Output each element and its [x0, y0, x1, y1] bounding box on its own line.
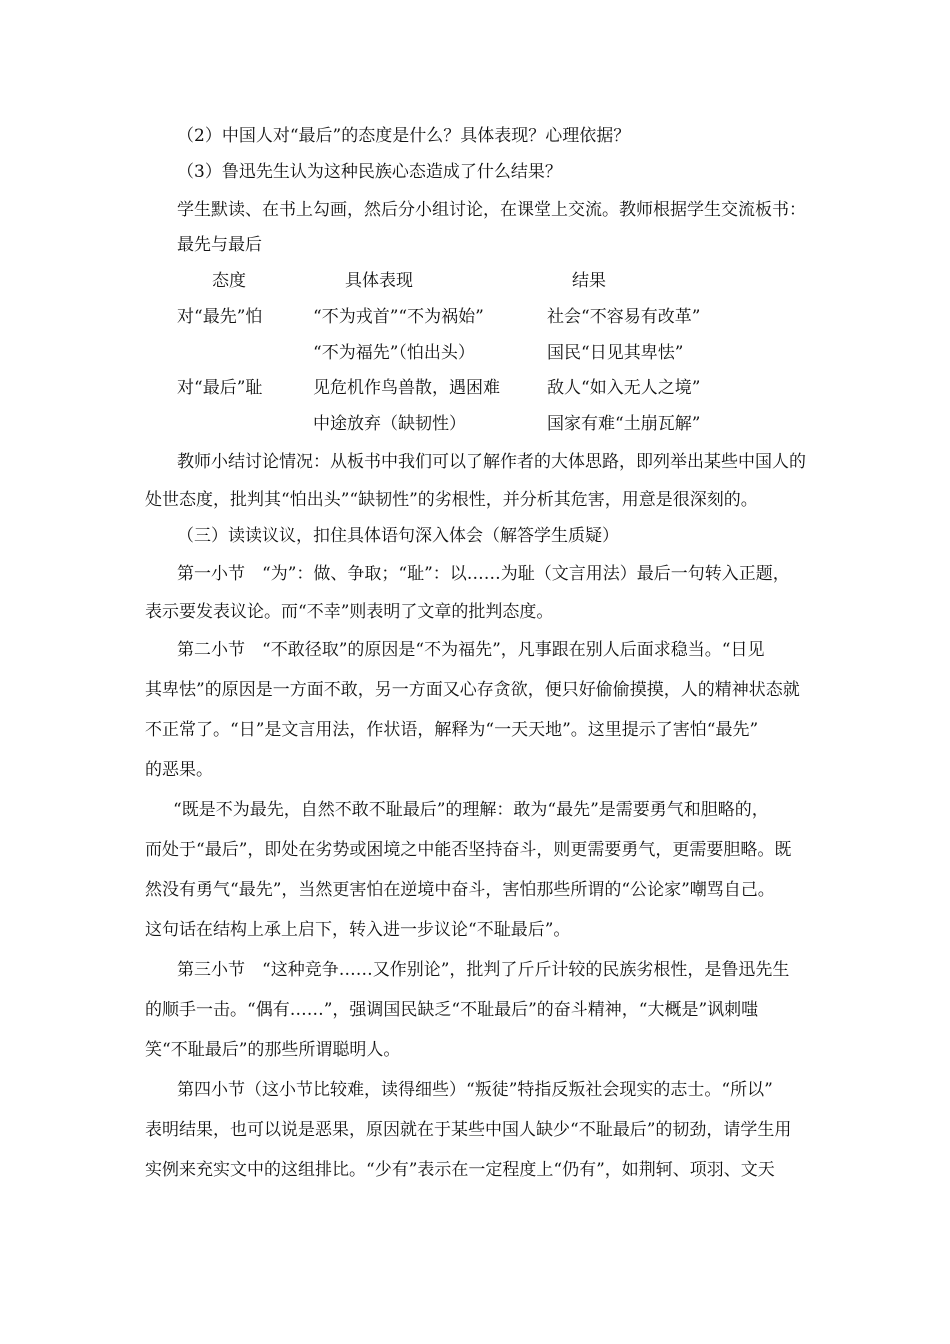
- para5-line-3: 实例来充实文中的这组排比。“少有”表示在一定程度上“仍有”，如荆轲、项羽、文天: [145, 1160, 775, 1180]
- intro-paragraph: 学生默读、在书上勾画，然后分小组讨论，在课堂上交流。教师根据学生交流板书：: [177, 200, 806, 220]
- summary-line-1: 教师小结讨论情况：从板书中我们可以了解作者的大体思路，即列举出某些中国人的: [177, 452, 806, 472]
- para4-line-2: 的顺手一击。“偶有……”，强调国民缺乏“不耻最后”的奋斗精神，“大概是”讽刺嗤: [145, 1000, 759, 1020]
- question-3: （3）鲁迅先生认为这种民族心态造成了什么结果？: [177, 162, 562, 182]
- para2-line-2: 其卑怯”的原因是一方面不敢，另一方面又心存贪欲，便只好偷偷摸摸，人的精神状态就: [145, 680, 800, 700]
- board-row-3-result: 敌人“如入无人之境”: [547, 378, 701, 398]
- para1-line-2: 表示要发表议论。而“不幸”则表明了文章的批判态度。: [145, 602, 554, 622]
- board-row-4-result: 国家有难“土崩瓦解”: [547, 414, 701, 434]
- para4-line-1: 第三小节 “这种竞争……又作别论”，批判了斤斤计较的民族劣根性，是鲁迅先生: [177, 960, 790, 980]
- para2-line-4: 的恶果。: [145, 760, 213, 780]
- para2-line-3: 不正常了。“日”是文言用法，作状语，解释为“一天天地”。这里提示了害怕“最先”: [145, 720, 759, 740]
- board-row-3-performance: 见危机作鸟兽散，遇困难: [313, 378, 500, 398]
- para2-line-1: 第二小节 “不敢径取”的原因是“不为福先”，凡事跟在别人后面求稳当。“日见: [177, 640, 765, 660]
- board-header-performance: 具体表现: [345, 271, 413, 291]
- para3-line-3: 然没有勇气“最先”，当然更害怕在逆境中奋斗，害怕那些所谓的“公论家”嘲骂自己。: [145, 880, 775, 900]
- board-header-result: 结果: [572, 271, 606, 291]
- para3-line-2: 而处于“最后”，即处在劣势或困境之中能否坚持奋斗，则更需要勇气，更需要胆略。既: [145, 840, 792, 860]
- board-row-4-performance: 中途放弃（缺韧性）: [313, 414, 466, 434]
- para4-line-3: 笑“不耻最后”的那些所谓聪明人。: [145, 1040, 401, 1060]
- board-row-2-performance: “不为福先”（怕出头）: [313, 343, 475, 363]
- para3-line-4: 这句话在结构上承上启下，转入进一步议论“不耻最后”。: [145, 920, 571, 940]
- board-row-3-attitude: 对“最后”耻: [177, 378, 263, 398]
- board-row-1-result: 社会“不容易有改革”: [547, 307, 701, 327]
- para3-line-1: “既是不为最先，自然不敢不耻最后”的理解：敢为“最先”是需要勇气和胆略的，: [173, 800, 769, 820]
- para5-line-1: 第四小节（这小节比较难，读得细些）“叛徒”特指反叛社会现实的志士。“所以”: [177, 1080, 773, 1100]
- board-row-1-performance: “不为戎首”“不为祸始”: [313, 307, 484, 327]
- para5-line-2: 表明结果，也可以说是恶果，原因就在于某些中国人缺少“不耻最后”的韧劲，请学生用: [145, 1120, 792, 1140]
- summary-line-2: 处世态度，批判其“怕出头”“缺韧性”的劣根性，并分析其危害，用意是很深刻的。: [145, 490, 758, 510]
- question-2: （2）中国人对“最后”的态度是什么？具体表现？心理依据？: [177, 126, 631, 146]
- section-3-heading: （三）读读议议，扣住具体语句深入体会（解答学生质疑）: [177, 526, 619, 546]
- board-row-1-attitude: 对“最先”怕: [177, 307, 263, 327]
- para1-line-1: 第一小节 “为”：做、争取；“耻”：以……为耻（文言用法）最后一句转入正题，: [177, 564, 790, 584]
- board-row-2-result: 国民“日见其卑怯”: [547, 343, 684, 363]
- board-title: 最先与最后: [177, 235, 262, 255]
- board-header-attitude: 态度: [212, 271, 246, 291]
